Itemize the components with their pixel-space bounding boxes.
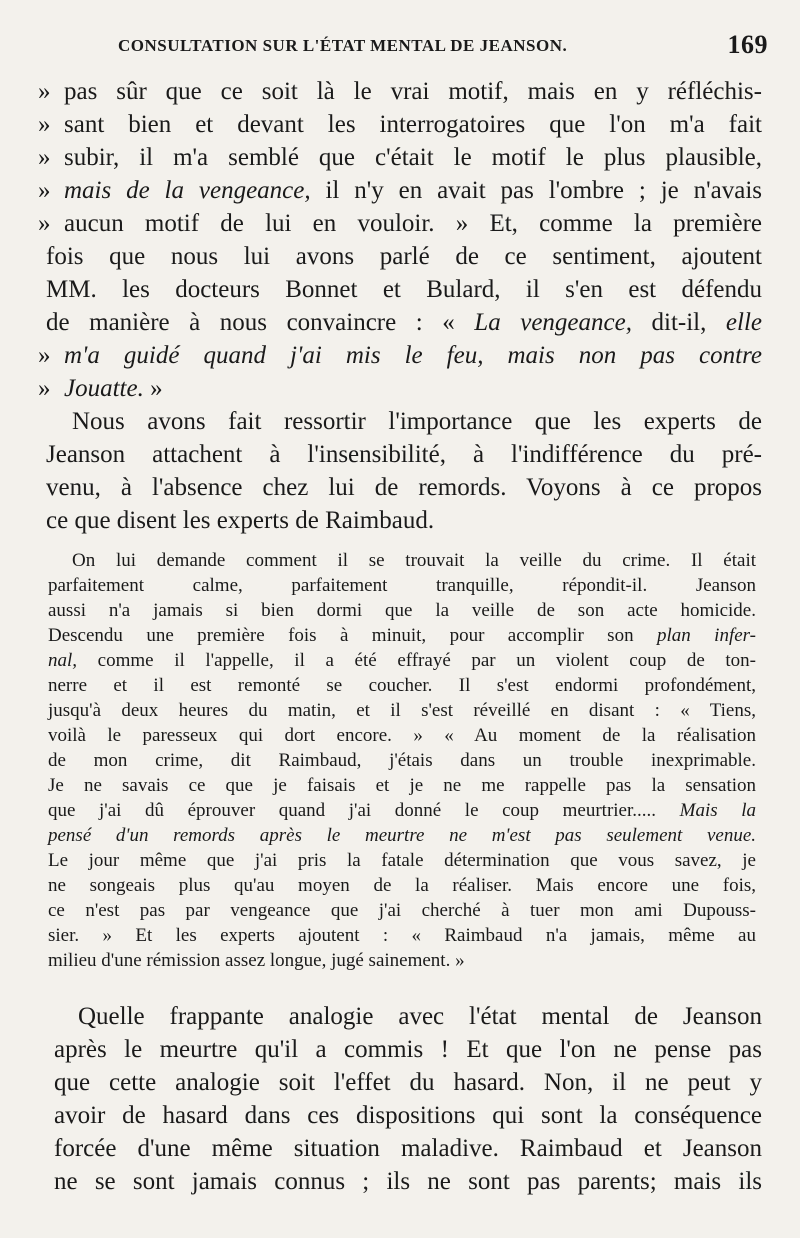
text-span: avoir de hasard dans ces dispositions qui sont la conséquence [54,1102,762,1129]
italic-span: Mais la [679,800,756,821]
text-line [48,825,756,847]
text-line [54,1102,762,1130]
text-span: » [143,375,163,402]
text-line [48,600,756,622]
italic-span: nal, [48,650,78,671]
text-span: aussi n'a jamais si bien dormi que la veille de son acte homicide. [48,600,756,621]
text-span: que j'ai dû éprouver quand j'ai donné le coup meurtrier..... [48,800,680,821]
text-line [48,700,756,722]
text-line [54,1168,762,1196]
text-span: milieu d'une rémission assez longue, jugé sainement. » [48,950,465,971]
text-line [54,1036,762,1064]
text-span: après le meurtre qu'il a commis ! Et que l'on ne pense pas [54,1036,762,1063]
text-span: voilà le paresseux qui dort encore. » « Au moment de la réalisation [48,725,756,746]
text-span: Je ne savais ce que je faisais et je ne me rappelle pas la sensation [48,775,756,796]
text-line [46,309,762,337]
text-span: de manière à nous convaincre : « [46,309,475,336]
text-line [54,1135,762,1163]
text-span: Jeanson attachent à l'insensibilité, à l'indifférence du pré- [46,441,762,468]
text-span: de mon crime, dit Raimbaud, j'étais dans un trouble inexprimable. [48,750,756,771]
quote-mark: » [38,144,51,171]
text-line [48,675,756,697]
text-line [48,900,756,922]
text-line [46,507,434,535]
text-line [48,725,756,747]
quote-mark: » [38,342,51,369]
text-line [48,575,756,597]
text-span: pas sûr que ce soit là le vrai motif, mais en y réfléchis- [64,78,762,105]
text-line [72,550,756,572]
text-span: Nous avons fait ressortir l'importance que les experts de [72,408,762,435]
text-span: forcée d'une même situation maladive. Raimbaud et Jeanson [54,1135,762,1162]
text-line [38,375,163,403]
text-span: jusqu'à deux heures du matin, et il s'est réveillé en disant : « Tiens, [48,700,756,721]
text-span: sant bien et devant les interrogatoires que l'on m'a fait [64,111,762,138]
italic-span: mais de la vengeance, [64,177,311,204]
quote-mark: » [38,78,51,105]
text-line [54,1069,762,1097]
text-line [38,210,762,238]
text-line [48,950,465,972]
italic-span: elle [725,309,763,336]
text-line [38,144,762,172]
text-line [48,850,756,872]
text-span: Descendu une première fois à minuit, pour accomplir son [48,625,657,646]
italic-span: pensé d'un remords après le meurtre ne m'est pas seulement venue. [48,825,756,846]
quote-mark: » [38,375,51,402]
quote-mark: » [38,177,51,204]
text-line [48,625,756,647]
text-span: il n'y en avait pas l'ombre ; je n'avais [310,177,762,204]
text-span: Quelle frappante analogie avec l'état mental de Jeanson [78,1003,762,1030]
quote-mark: » [38,210,51,237]
text-line [46,474,762,502]
text-span: sier. » Et les experts ajoutent : « Raimbaud n'a jamais, même au [48,925,756,946]
text-span: MM. les docteurs Bonnet et Bulard, il s'en est défendu [46,276,762,303]
text-line [48,800,756,822]
text-line [38,342,762,370]
text-line [38,78,762,106]
text-line [48,775,756,797]
text-span: nerre et il est remonté se coucher. Il s'est endormi profondément, [48,675,756,696]
text-span: On lui demande comment il se trouvait la veille du crime. Il était [72,550,756,571]
text-line [78,1003,762,1031]
italic-span: La vengeance, [474,309,632,336]
text-span: que cette analogie soit l'effet du hasard. Non, il ne peut y [54,1069,762,1096]
running-title: CONSULTATION SUR L'ÉTAT MENTAL DE JEANSON. [118,36,568,55]
text-line [72,408,762,436]
text-line [48,650,756,672]
text-span: parfaitement calme, parfaitement tranquille, répondit-il. Jeanson [48,575,756,596]
text-line [38,177,762,205]
text-span: fois que nous lui avons parlé de ce sentiment, ajoutent [46,243,762,270]
text-span: ce n'est pas par vengeance que j'ai cherché à tuer mon ami Dupouss- [48,900,756,921]
text-line [48,925,756,947]
italic-span: plan infer- [656,625,756,646]
text-line [46,441,762,469]
text-span: ne songeais plus qu'au moyen de la réaliser. Mais encore une fois, [48,875,756,896]
text-line [46,276,762,304]
text-line [48,750,756,772]
text-span: comme il l'appelle, il a été effrayé par un violent coup de ton- [77,650,756,671]
italic-span: m'a guidé quand j'ai mis le feu, mais non pas contre [64,342,762,369]
text-span: dit-il, [631,309,726,336]
text-line [46,243,762,271]
text-span: subir, il m'a semblé que c'était le motif le plus plausible, [64,144,762,171]
text-span: Le jour même que j'ai pris la fatale détermination que vous savez, je [48,850,756,871]
text-span: aucun motif de lui en vouloir. » Et, comme la première [64,210,762,237]
text-line [38,111,762,139]
text-span: ne se sont jamais connus ; ils ne sont pas parents; mais ils [54,1168,762,1195]
page-number: 169 [727,30,768,59]
text-line [48,875,756,897]
italic-span: Jouatte. [64,375,144,402]
text-span: venu, à l'absence chez lui de remords. Voyons à ce propos [46,474,762,501]
text-span: ce que disent les experts de Raimbaud. [46,507,435,534]
quote-mark: » [38,111,51,138]
